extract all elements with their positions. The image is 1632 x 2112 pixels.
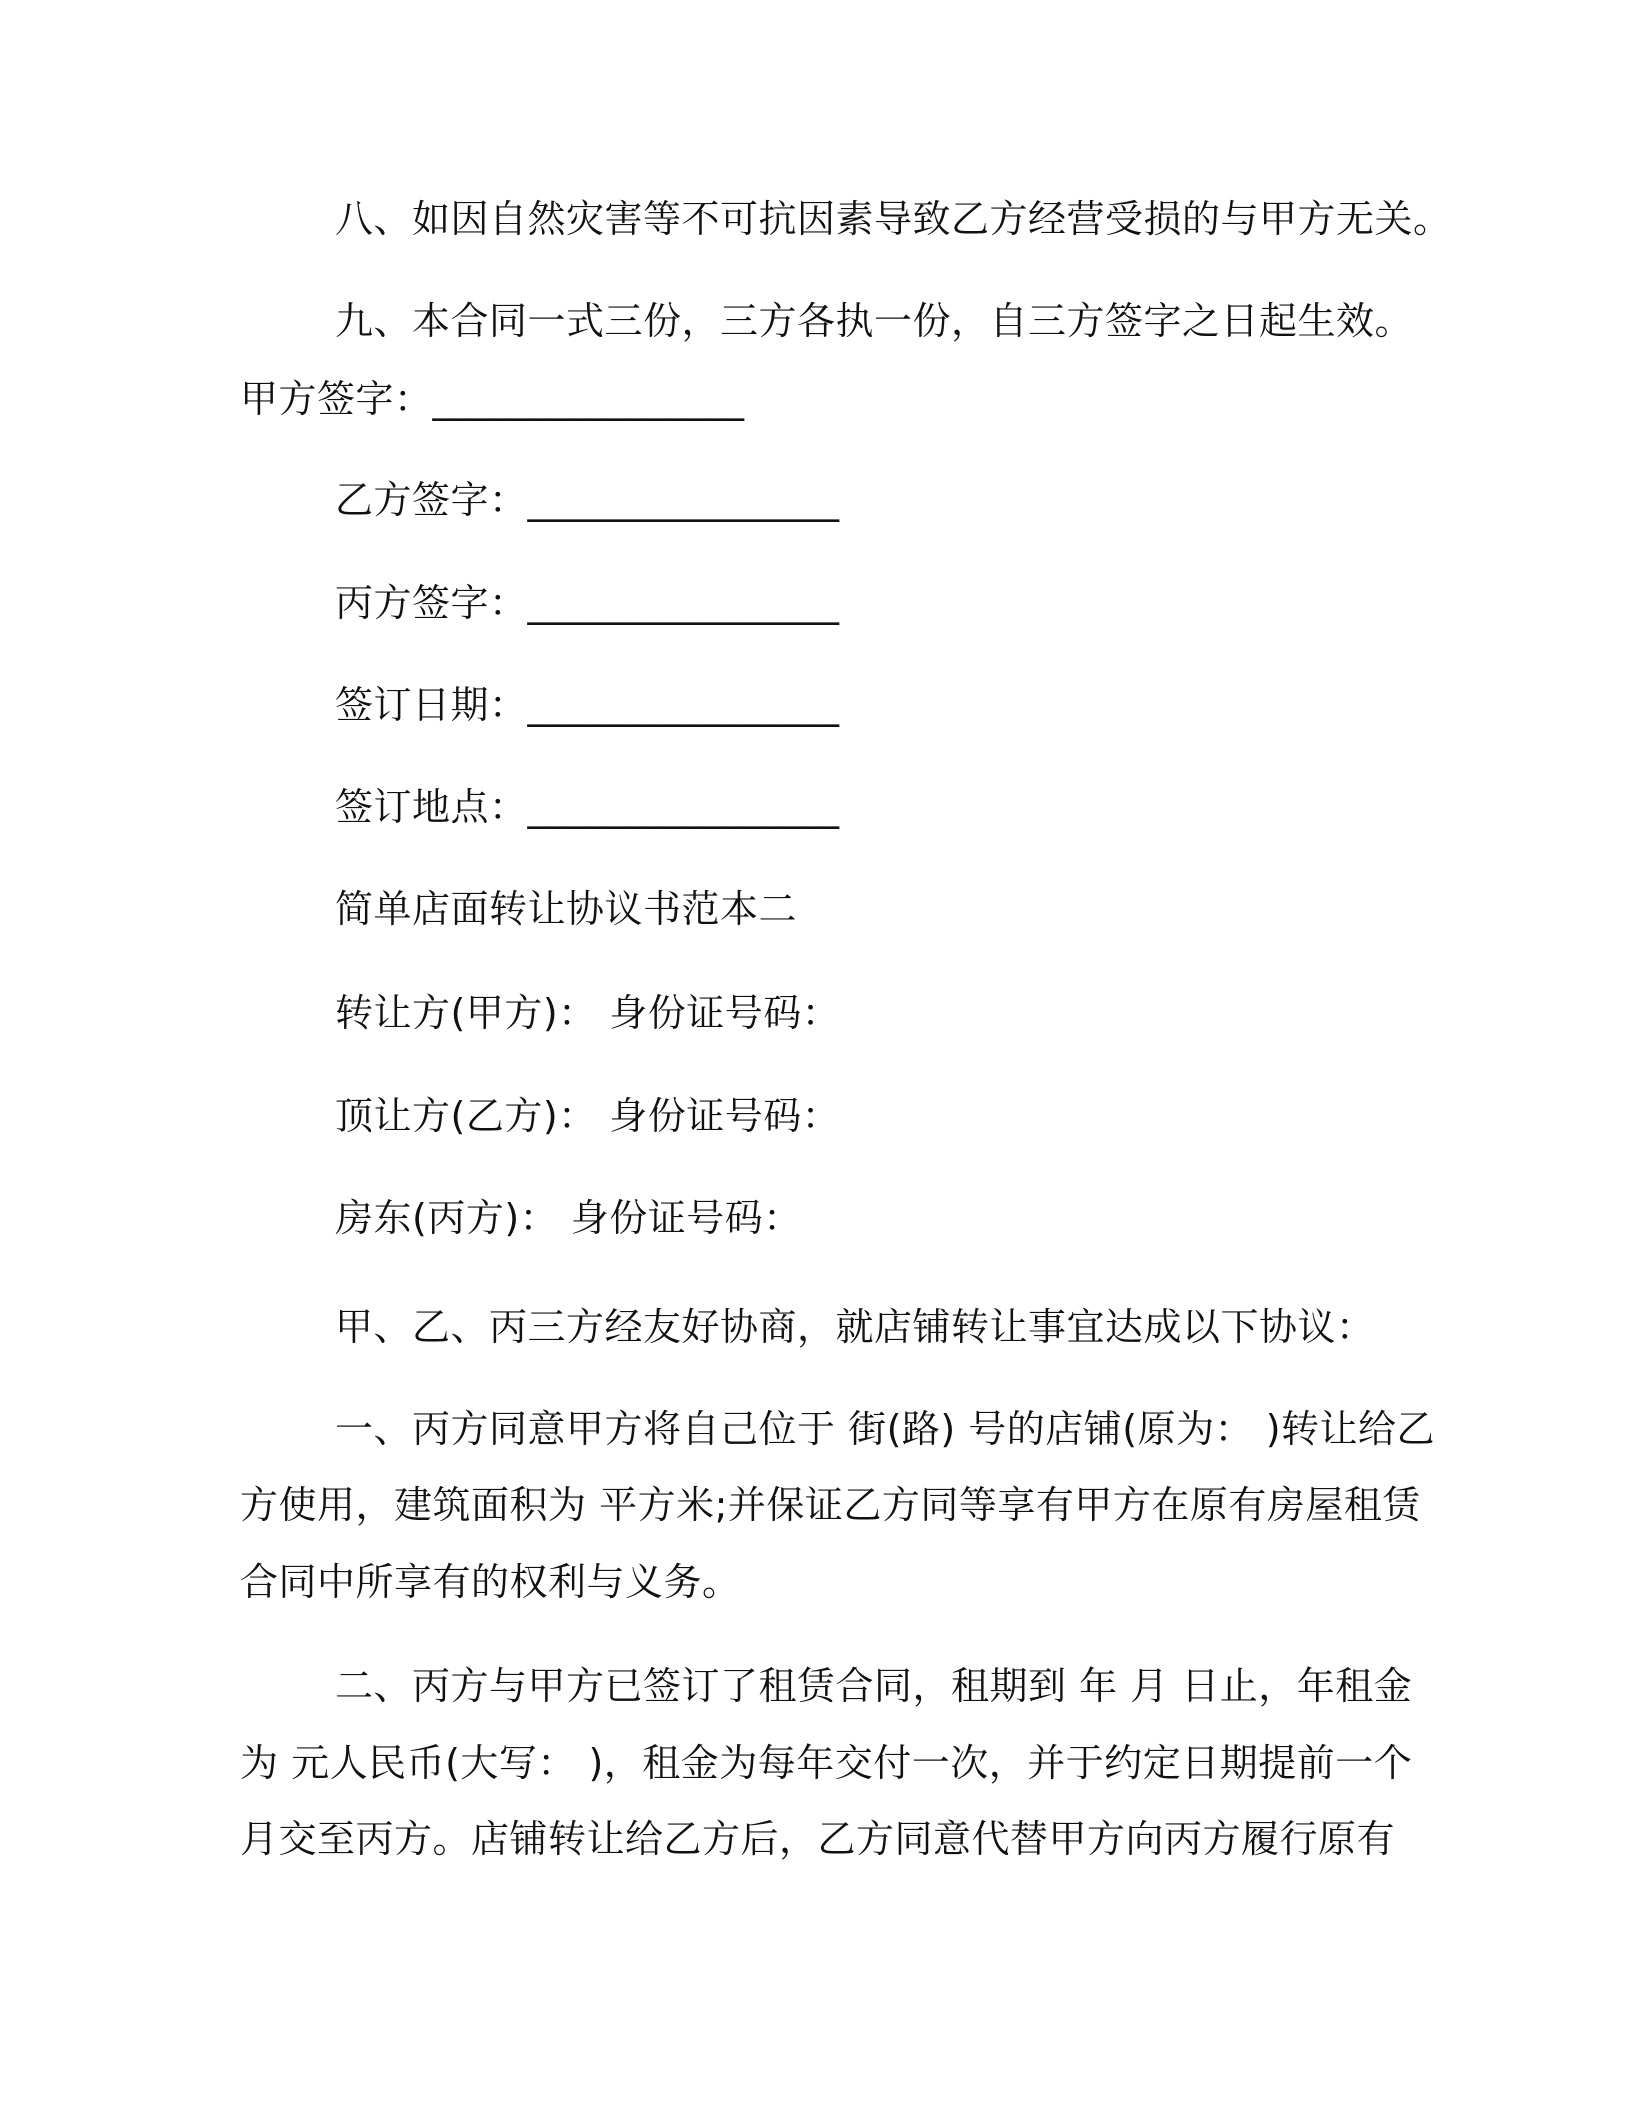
party-b-signature-line xyxy=(335,477,840,523)
party-b-signature-label: 乙方签字： xyxy=(335,478,528,522)
party-b-signature-blank: ________________ xyxy=(527,478,840,522)
signing-date-line xyxy=(335,682,840,728)
signing-place-label: 签订地点： xyxy=(335,785,528,829)
party-a-signature-blank: ________________ xyxy=(432,377,745,421)
landlord-party-line: 房东(丙方)： 身份证号码： xyxy=(335,1196,802,1240)
section-title: 简单店面转让协议书范本二 xyxy=(335,887,798,931)
signing-place-line xyxy=(335,784,840,830)
party-c-signature-label: 丙方签字： xyxy=(335,581,528,625)
signing-date-label: 签订日期： xyxy=(335,683,528,727)
party-c-signature-blank: ________________ xyxy=(527,581,840,625)
clause-1-line-2: 方使用，建筑面积为 平方米;并保证乙方同等享有甲方在原有房屋租赁 xyxy=(240,1483,1421,1527)
signing-place-blank: ________________ xyxy=(527,785,840,829)
clause-1-line-1: 一、丙方同意甲方将自己位于 街(路) 号的店铺(原为： )转让给乙 xyxy=(335,1407,1436,1451)
signing-date-blank: ________________ xyxy=(527,683,840,727)
clause-1-line-3: 合同中所享有的权利与义务。 xyxy=(240,1560,741,1604)
party-a-signature-label: 甲方签字： xyxy=(240,377,433,421)
clause-9: 九、本合同一式三份，三方各执一份，自三方签字之日起生效。 xyxy=(335,299,1414,343)
transferee-party-line: 顶让方(乙方)： 身份证号码： xyxy=(335,1094,841,1138)
clause-2-line-1: 二、丙方与甲方已签订了租赁合同，租期到 年 月 日止，年租金 xyxy=(335,1664,1413,1708)
preamble: 甲、乙、丙三方经友好协商，就店铺转让事宜达成以下协议： xyxy=(335,1305,1375,1349)
clause-8: 八、如因自然灾害等不可抗因素导致乙方经营受损的与甲方无关。 xyxy=(335,197,1452,241)
party-c-signature-line xyxy=(335,580,840,626)
transferor-party-line: 转让方(甲方)： 身份证号码： xyxy=(335,991,841,1035)
party-a-signature-line xyxy=(240,376,745,422)
clause-2-line-2: 为 元人民币(大写： )，租金为每年交付一次，并于约定日期提前一个 xyxy=(240,1741,1413,1785)
clause-2-line-3: 月交至丙方。店铺转让给乙方后，乙方同意代替甲方向丙方履行原有 xyxy=(240,1817,1396,1861)
